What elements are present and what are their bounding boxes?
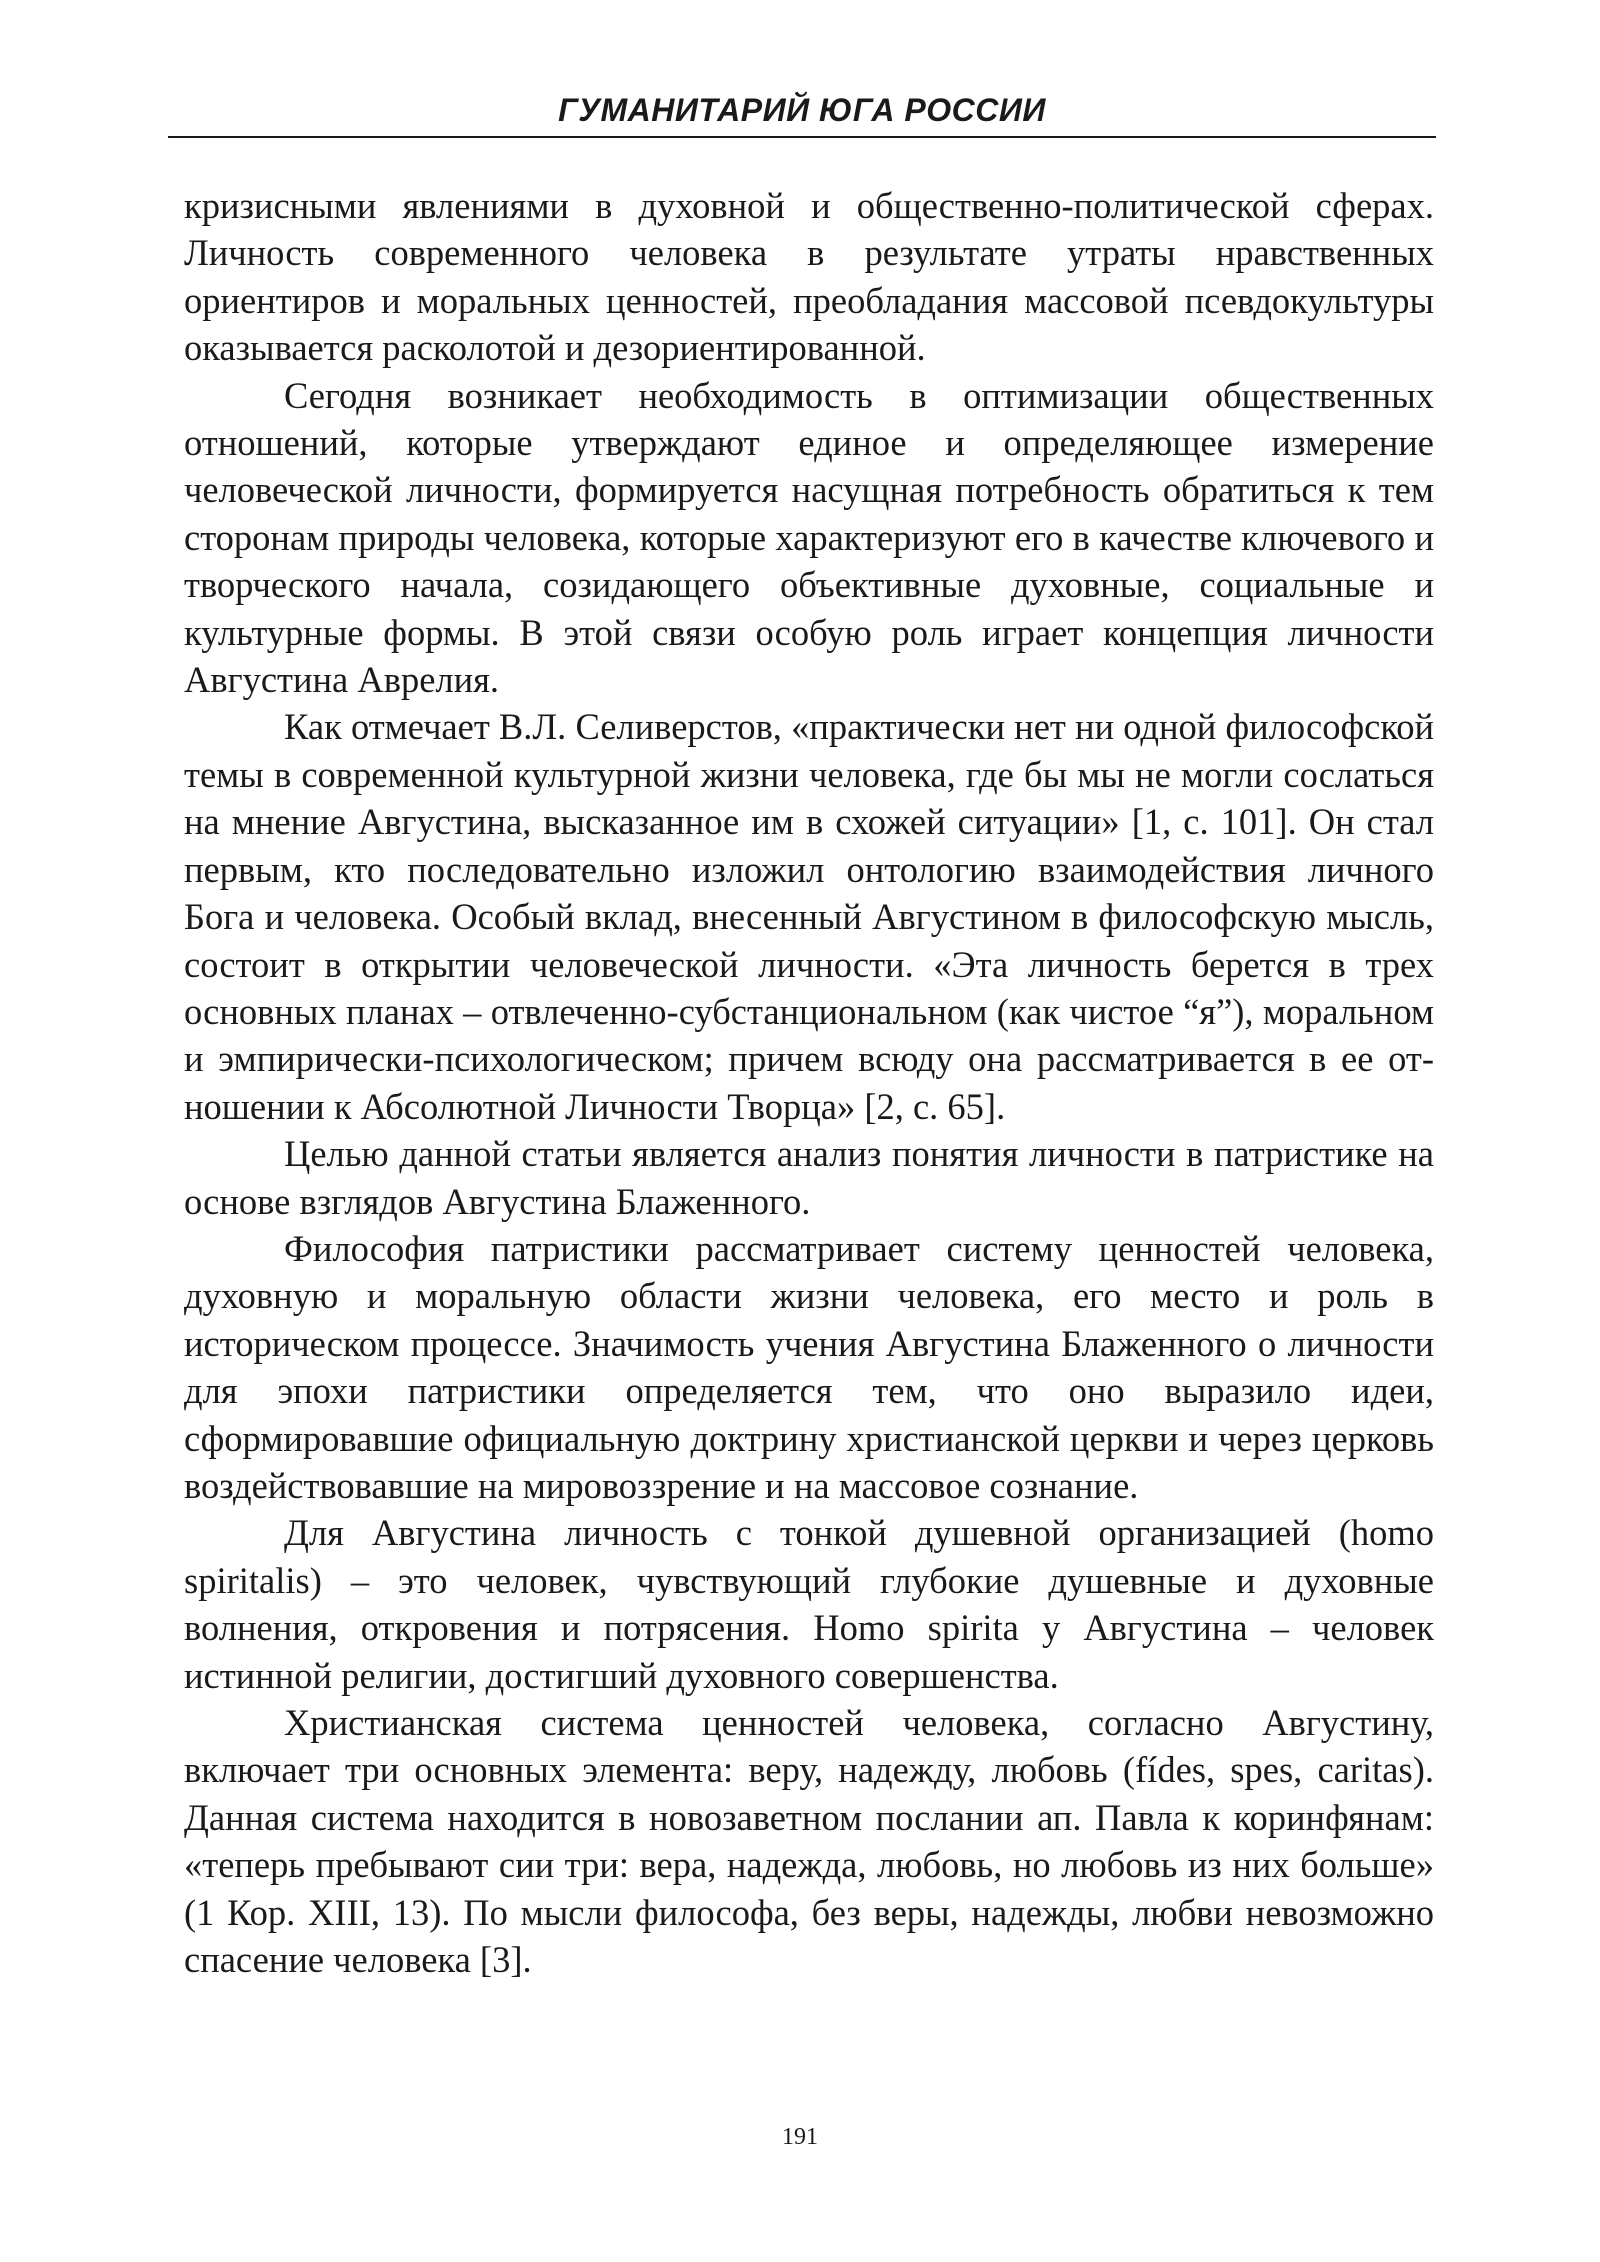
- paragraph-continuation: кризисными явлениями в духовной и общественно-политической сферах. Личность современного человека в результате утраты нравственных ориентиров и моральных ценностей, преобладания массовой псевдокультуры оказывается расколотой и дезориентированной.: [184, 185, 1434, 369]
- paragraph: Сегодня возникает необходимость в оптимизации общественных отношений, которые утверждают единое и определяющее измерение человеческой личности, формируется насущная потребность обратиться к тем сторонам природы человека, которые характеризуют его в качестве ключевого и творческого начала, созидающего объективные духовные, социальные и культурные формы. В этой связи особую роль играет концепция личности Августина Аврелия.: [184, 374, 1434, 701]
- paragraph: Для Августина личность с тонкой душевной организацией (homo spiritalis) – это человек, чувствующий глубокие душевные и духовные волнения, откровения и потрясения. Homo spirita у Августина – человек истинной религии, достигший духовного совершенства.: [184, 1512, 1434, 1696]
- paragraph: Христианская система ценностей человека, согласно Августину, включает три основных элемента: веру, надежду, любовь (fídes, spes, caritas). Данная система находится в новозаветном послании ап. Павла к коринфянам: «теперь пребывают сии три: вера, надежда, любовь, но любовь из них больше» (1 Кор. XIII, 13). По мысли философа, без веры, надежды, любви невозможно спасение человека [3].: [184, 1702, 1434, 1981]
- page-number: 191: [782, 2124, 818, 2150]
- article-body: [184, 182, 1434, 1983]
- header-divider: [168, 136, 1436, 138]
- running-header-title: ГУМАНИТАРИЙ ЮГА РОССИИ: [558, 92, 1046, 128]
- paragraph: Как отмечает В.Л. Селиверстов, «практически нет ни одной философской темы в современной культурной жизни человека, где бы мы не могли сослаться на мнение Августина, высказанное им в схожей ситуации» [1, с. 101]. Он стал первым, кто последовательно изложил онтологию взаимодействия личного Бога и человека. Особый вклад, внесенный Августином в философскую мысль, состоит в открытии человеческой личности. «Эта личность берется в трех основных планах – отвлеченно-субстанциональном (как чистое “я”), моральном и эмпирически-психологическом; причем всюду она рассматривается в ее отношении к Абсолютной Личности Творца» [2, с. 65].: [184, 706, 1434, 1127]
- paragraph: Целью данной статьи является анализ понятия личности в патристике на основе взглядов Августина Блаженного.: [184, 1133, 1434, 1222]
- paragraph: Философия патристики рассматривает систему ценностей человека, духовную и моральную области жизни человека, его место и роль в историческом процессе. Значимость учения Августина Блаженного о личности для эпохи патристики определяется тем, что оно выразило идеи, сформировавшие официальную доктрину христианской церкви и через церковь воздействовавшие на мировоззрение и на массовое сознание.: [184, 1227, 1434, 1506]
